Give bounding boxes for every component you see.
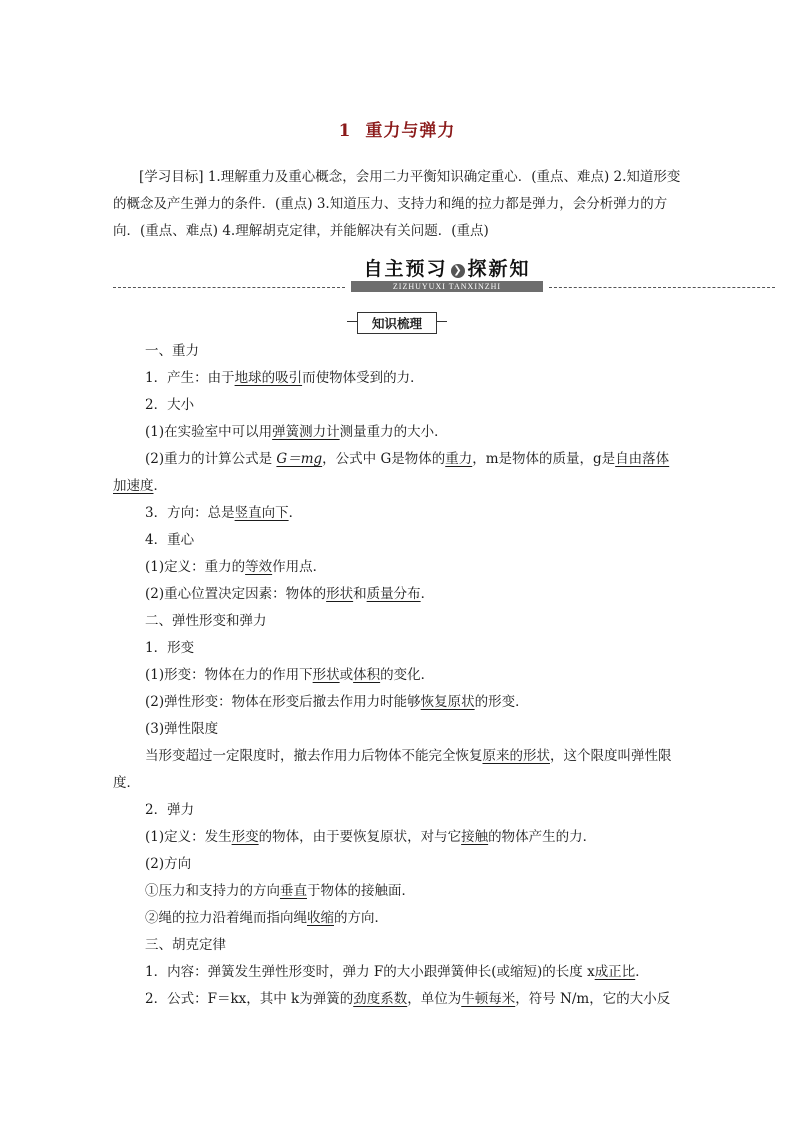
text: 测量重力的大小． [339,424,448,440]
heading-hooke [113,932,683,959]
paragraph [113,743,683,797]
answer-underlined: 牛顿每米 [461,991,516,1007]
answer-underlined: 地球的吸引 [234,370,303,386]
text: 作用点． [272,559,327,575]
text: (2)方向 [145,856,192,872]
text: ，单位为 [407,991,462,1007]
answer-underlined: 收缩 [307,910,334,926]
text: 的物体产生的力． [488,829,597,845]
text: 三、胡克定律 [145,937,226,953]
text: ． [153,478,167,494]
text: ，这个限度叫弹性限度． [113,748,672,791]
text-line [113,716,683,743]
text: (2)重力的计算公式是 [145,451,277,467]
text: 2．大小 [145,397,195,413]
answer-underlined: 恢复原状 [420,694,475,710]
knowledge-badge: 知识梳理 [357,312,437,334]
objectives-text: 1.理解重力及重心概念，会用二力平衡知识确定重心．(重点、难点) 2.知道形变的概念及产生弹力的条件．(重点) 3.知道压力、支持力和绳的拉力都是弹力，会分析弹力的方向．(重点、难点) 4.理解胡克定律，并能解决有关问题．(重点) [113,169,681,239]
dashed-divider-right [549,287,775,288]
text-line [113,689,683,716]
answer-underlined: 体积 [353,667,381,683]
text-line [113,392,683,419]
arrow-right-icon: ❯ [451,264,465,278]
dashed-divider-left [113,287,345,288]
text: (2)弹性形变：物体在形变后撤去作用力时能够 [145,694,421,710]
answer-underlined: G＝mg [276,451,323,467]
objectives-label: [学习目标] [139,169,204,185]
answer-underlined: 形变 [231,829,259,845]
text: ． [420,586,435,602]
content-body [113,338,683,1013]
text: 的变化． [380,667,435,683]
text: 的方向． [334,910,388,926]
answer-underlined: 劲度系数 [353,991,408,1007]
text-line [113,878,683,905]
section-title: 重力与弹力 [365,121,456,141]
answer-underlined: 形状 [326,586,354,602]
answer-underlined: 弹簧测力计 [272,424,340,440]
learning-objectives [113,164,681,245]
text: 于物体的接触面． [307,883,415,899]
text: (1)定义：发生 [145,829,232,845]
banner-title [349,257,545,281]
heading-elastic [113,608,683,635]
text: 1．产生：由于 [145,370,235,386]
text-line [113,662,683,689]
text-line [113,446,683,473]
text: ①压力和支持力的方向 [145,883,280,899]
section-banner [113,257,775,293]
banner-left-text: 自主预习 [363,258,448,280]
text: 二、弹性形变和弹力 [145,613,267,629]
text: 一、重力 [145,343,199,359]
text: 4．重心 [145,532,195,548]
text-line [113,554,683,581]
text: ，m是物体的质量，g是 [472,451,616,467]
text: 的形变． [474,694,529,710]
text: (1)形变：物体在力的作用下 [145,667,313,683]
text: 1．内容：弹簧发生弹性形变时，弹力 F的大小跟弹簧伸长(或缩短)的长度 x [145,964,595,980]
text-line [113,986,683,1013]
text: 2．公式：F＝kx，其中 k为弹簧的 [145,991,354,1007]
text-line [113,635,683,662]
text: (2)重心位置决定因素：物体的 [145,586,327,602]
text: 和 [353,586,367,602]
answer-underlined: 接触 [461,829,489,845]
page-title [0,116,794,141]
text: ，公式中 G是物体的 [322,451,446,467]
banner-subtitle: ZIZHUYUXI TANXINZHI [351,281,543,292]
banner-right-text: 探新知 [467,258,531,280]
text: (3)弹性限度 [145,721,219,737]
text-line [113,851,683,878]
text-line [113,959,683,986]
text-line [113,797,683,824]
text-line [113,500,683,527]
text: (1)定义：重力的 [145,559,246,575]
text-line [113,581,683,608]
answer-underlined: 竖直向下 [234,505,289,521]
text: 1．形变 [145,640,195,656]
answer-underlined: 原来的形状 [482,748,550,764]
text-line [113,824,683,851]
text-line [113,419,683,446]
text-line [113,527,683,554]
answer-underlined: 加速度 [113,478,154,494]
badge-wrapper [0,312,794,334]
text-line [113,905,683,932]
answer-underlined: 自由落体 [615,451,670,467]
text: 2．弹力 [145,802,195,818]
text-line [113,473,683,500]
text: ． [288,505,303,521]
answer-underlined: 垂直 [280,883,307,899]
answer-underlined: 形状 [312,667,340,683]
text: 当形变超过一定限度时，撤去作用力后物体不能完全恢复 [145,748,483,764]
text: 或 [339,667,354,683]
text: 而使物体受到的力． [302,370,424,386]
heading-gravity [113,338,683,365]
answer-underlined: 成正比 [594,964,636,980]
text: ． [635,964,649,980]
answer-underlined: 质量分布 [366,586,421,602]
section-number: 1 [338,121,352,141]
text: 的物体，由于要恢复原状，对与它 [258,829,462,845]
answer-underlined: 等效 [245,559,273,575]
text: 3．方向：总是 [145,505,235,521]
text: ②绳的拉力沿着绳而指向绳 [145,910,307,926]
text: (1)在实验室中可以用 [145,424,273,440]
text-line [113,365,683,392]
text: ，符号 N/m，它的大小反 [515,991,671,1007]
answer-underlined: 重力 [445,451,473,467]
